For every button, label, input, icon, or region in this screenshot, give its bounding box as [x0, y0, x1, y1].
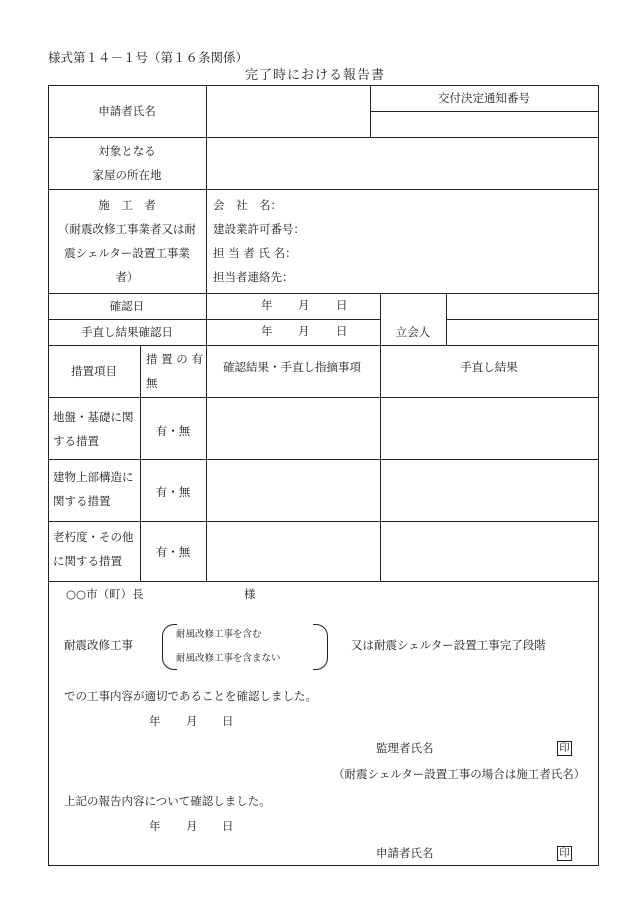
person-in-charge-field[interactable]: 担 当 者 氏 名：: [213, 246, 297, 260]
measure-row-3-presence[interactable]: 有・無: [155, 545, 191, 559]
measure-row-2-label: 建物上部構造に 関する措置: [53, 470, 134, 508]
notice-number-label: 交付決定通知番号: [438, 91, 530, 105]
applicant-month[interactable]: 月: [186, 819, 198, 833]
bracket-right: [313, 624, 328, 670]
measure-row-3-label: 老朽度・その他 に関する措置: [53, 530, 134, 568]
confirm-date-label: 確認日: [109, 299, 145, 313]
shelter-text: 又は耐震シェルター設置工事完了段階: [351, 638, 546, 652]
applicant-name-field[interactable]: [206, 85, 370, 137]
option-include-wind[interactable]: 耐風改修工事を含む: [176, 629, 262, 640]
page-title: 完了時における報告書: [244, 68, 385, 83]
col-fix-header: 手直し結果: [460, 360, 518, 374]
honorific: 様: [244, 587, 256, 601]
form-number: 様式第１４－１号（第１６条関係）: [48, 50, 249, 65]
applicant-signature-label: 申請者氏名: [376, 846, 434, 860]
col-result-header: 確認結果・手直し指摘事項: [223, 360, 361, 374]
fix-confirm-date-label: 手直し結果確認日: [81, 325, 173, 339]
confirm-date-year[interactable]: 年: [261, 298, 273, 312]
contractor-label: 施 工 者 （耐震改修工事業者又は耐 震シェルター設置工事業 者）: [58, 198, 196, 284]
applicant-year[interactable]: 年: [149, 819, 161, 833]
contractor-details: [213, 189, 593, 293]
declaration-month[interactable]: 月: [186, 714, 198, 728]
notice-number-field[interactable]: [370, 111, 598, 137]
addressee: ○○市（町）長: [66, 587, 144, 601]
supervisor-label: 監理者氏名: [376, 741, 434, 755]
contact-field[interactable]: 担当者連絡先：: [213, 270, 294, 284]
location-field[interactable]: [206, 137, 598, 189]
measure-row-2-presence[interactable]: 有・無: [155, 485, 191, 499]
witness-label: 立会人: [395, 325, 431, 339]
applicant-name-label: 申請者氏名: [98, 104, 156, 118]
col-presence-header: 措 置 の 有 無: [146, 352, 203, 390]
col-item-header: 措置項目: [71, 364, 117, 378]
bracket-left: [162, 624, 177, 670]
license-number-field[interactable]: 建設業許可番号：: [213, 222, 305, 236]
fix-date-month[interactable]: 月: [298, 324, 310, 338]
measure-row-1-presence[interactable]: 有・無: [155, 424, 191, 438]
confirm-date-month[interactable]: 月: [298, 298, 310, 312]
shelter-note: （耐震シェルター設置工事の場合は施工者氏名）: [333, 767, 586, 781]
declaration-day[interactable]: 日: [222, 714, 234, 728]
fix-date-year[interactable]: 年: [261, 324, 273, 338]
witness-field-2[interactable]: [446, 319, 598, 345]
applicant-day[interactable]: 日: [222, 819, 234, 833]
witness-field-1[interactable]: [446, 293, 598, 319]
company-name-field[interactable]: 会 社 名：: [213, 198, 282, 212]
measure-row-1-label: 地盤・基礎に関 する措置: [53, 410, 134, 448]
confirm-statement: での工事内容が適切であることを確認しました。: [64, 689, 317, 703]
option-exclude-wind[interactable]: 耐風改修工事を含まない: [176, 653, 281, 664]
fix-date-day[interactable]: 日: [336, 324, 348, 338]
supervisor-seal: 印: [557, 741, 572, 756]
confirm-date-day[interactable]: 日: [336, 298, 348, 312]
applicant-seal: 印: [557, 846, 572, 861]
location-label: 対象となる 家屋の所在地: [92, 144, 162, 182]
declaration-year[interactable]: 年: [149, 714, 161, 728]
applicant-confirm-statement: 上記の報告内容について確認しました。: [64, 794, 271, 808]
work-type: 耐震改修工事: [64, 638, 133, 652]
